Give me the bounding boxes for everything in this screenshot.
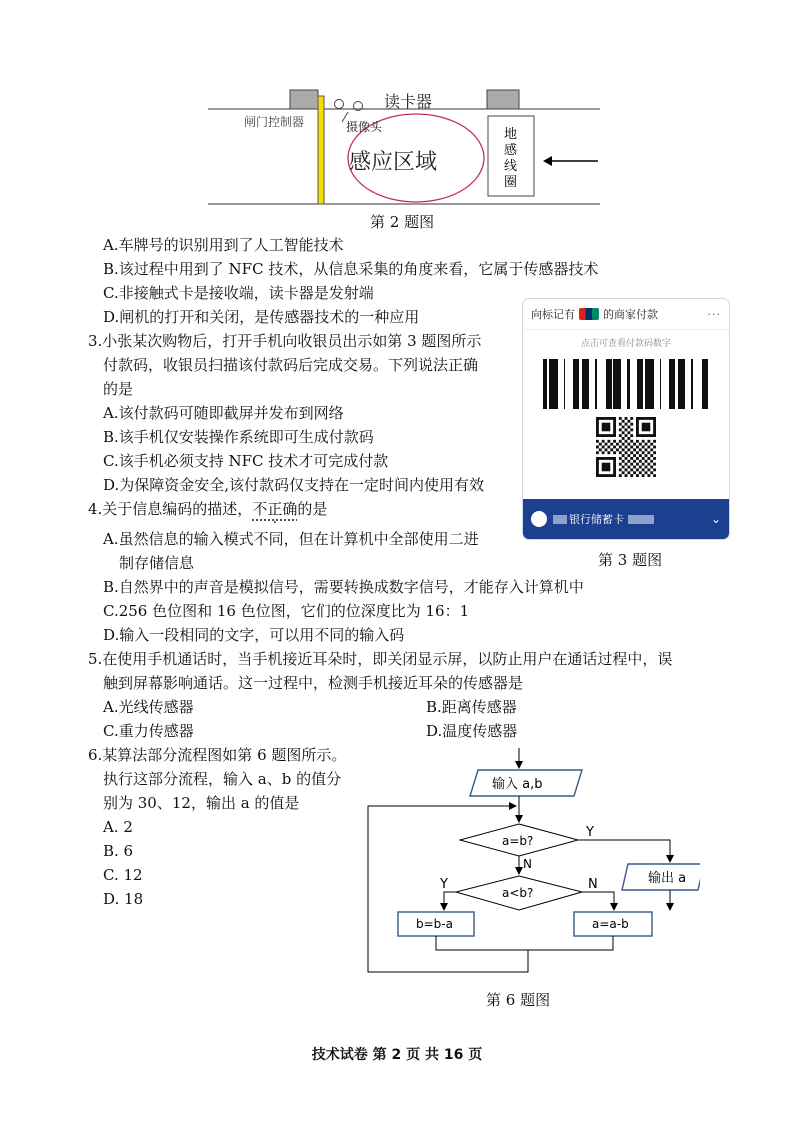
sensing-zone-label: 感应区域 <box>349 150 438 175</box>
flow-input-label: 输入 a,b <box>492 777 543 792</box>
bank-card-name: 银行储蓄卡 <box>569 513 624 526</box>
figure-3-caption: 第 3 题图 <box>598 551 663 569</box>
flow-cond1-label: a=b? <box>502 834 534 848</box>
flow-cond2-label: a<b? <box>502 886 534 900</box>
q6-option-a: A. 2 <box>103 818 133 836</box>
q4-option-d: D.输入一段相同的文字，可以用不同的输入码 <box>103 626 405 644</box>
q3-stem-line-1: 3.小张某次购物后，打开手机向收银员出示如第 3 题图所示 <box>88 332 482 350</box>
q3-option-b: B.该手机仅安装操作系统即可生成付款码 <box>103 428 374 446</box>
barcode[interactable] <box>543 359 709 409</box>
figure-6-caption: 第 6 题图 <box>486 991 551 1009</box>
flow-output-label: 输出 a <box>648 871 687 886</box>
q3-option-c: C.该手机必须支持 NFC 技术才可完成付款 <box>103 452 389 470</box>
page-footer: 技术试卷 第 2 页 共 16 页 <box>311 1047 483 1063</box>
flow-yes1-label: Y <box>586 825 594 840</box>
q4-stem <box>88 498 327 520</box>
q4-option-a-cont: 制存储信息 <box>119 554 195 572</box>
chevron-down-icon[interactable]: ⌄ <box>710 512 721 526</box>
q5-option-b: B.距离传感器 <box>426 698 517 716</box>
qr-code[interactable] <box>596 417 656 477</box>
q5-option-d: D.温度传感器 <box>426 722 518 740</box>
q2-option-a: A.车牌号的识别用到了人工智能技术 <box>103 236 344 254</box>
q3-stem-line-2: 付款码，收银员扫描该付款码后完成交易。下列说法正确 <box>103 356 479 374</box>
q5-stem-line-2: 触到屏幕影响通话。这一过程中，检测手机接近耳朵的传感器是 <box>103 674 524 692</box>
payment-card-header <box>523 299 729 330</box>
q3-option-d: D.为保障资金安全,该付款码仅支持在一定时间内使用有效 <box>103 476 485 494</box>
camera-label: 摄像头 <box>346 120 383 134</box>
payment-head-left: 向标记有 <box>531 308 575 321</box>
flow-no2-label: N <box>588 877 598 892</box>
payment-code-card <box>522 298 730 540</box>
q3-stem-line-3: 的是 <box>103 380 134 398</box>
q5-option-a: A.光线传感器 <box>103 698 194 716</box>
figure-2-gate-diagram <box>208 86 600 210</box>
q3-option-a: A.该付款码可随即截屏并发布到网络 <box>103 404 344 422</box>
q5-option-c: C.重力传感器 <box>103 722 194 740</box>
q4-stem-suffix: 的是 <box>297 500 328 518</box>
gate-controller-label: 闸门控制器 <box>244 115 305 129</box>
q4-option-c: C.256 色位图和 16 色位图，它们的位深度比为 16：1 <box>103 602 470 620</box>
coil-char-4: 圈 <box>504 175 518 190</box>
gate-controller-box <box>290 90 318 109</box>
q4-stem-prefix: 4.关于信息编码的描述， <box>88 500 253 518</box>
flow-no1-label: N <box>523 857 532 871</box>
unionpay-logo-icon <box>579 308 599 320</box>
q6-stem-line-1: 6.某算法部分流程图如第 6 题图所示。 <box>88 746 347 764</box>
q6-option-c: C. 12 <box>103 866 143 884</box>
q2-option-d: D.闸机的打开和关闭，是传感器技术的一种应用 <box>103 308 420 326</box>
more-icon[interactable]: ··· <box>707 307 721 321</box>
flow-yes2-label: Y <box>440 877 448 892</box>
flow-left-box-label: b=b-a <box>416 917 453 931</box>
payment-head-right: 的商家付款 <box>603 308 658 321</box>
card-reader-box <box>487 90 519 109</box>
coil-char-1: 地 <box>504 127 518 142</box>
q6-stem-line-2: 执行这部分流程，输入 a、b 的值分 <box>103 770 342 788</box>
gate-barrier <box>318 96 324 204</box>
card-reader-label: 读卡器 <box>384 92 433 111</box>
q6-option-d: D. 18 <box>103 890 144 908</box>
q4-option-a: A.虽然信息的输入模式不同，但在计算机中全部使用二进 <box>103 530 479 548</box>
coil-char-3: 线 <box>504 159 518 174</box>
payment-bank-bar[interactable] <box>523 499 729 539</box>
payment-hint[interactable]: 点击可查看付款码数字 <box>580 339 671 349</box>
q4-option-b: B.自然界中的声音是模拟信号，需要转换成数字信号，才能存入计算机中 <box>103 578 584 596</box>
flowchart-q6 <box>360 744 700 984</box>
q2-option-c: C.非接触式卡是接收端，读卡器是发射端 <box>103 284 374 302</box>
figure-2-caption: 第 2 题图 <box>370 213 435 231</box>
q2-option-b: B.该过程中用到了 NFC 技术，从信息采集的角度来看，它属于传感器技术 <box>103 260 599 278</box>
q4-stem-emphasis: 不正确 <box>252 500 298 518</box>
q6-option-b: B. 6 <box>103 842 134 860</box>
q5-stem-line-1: 5.在使用手机通话时，当手机接近耳朵时，即关闭显示屏，以防止用户在通话过程中，误 <box>88 650 673 668</box>
q6-stem-line-3: 别为 30、12，输出 a 的值是 <box>103 794 300 812</box>
flow-right-box-label: a=a-b <box>592 917 629 931</box>
bank-logo-icon <box>531 511 547 527</box>
coil-char-2: 感 <box>504 143 518 158</box>
